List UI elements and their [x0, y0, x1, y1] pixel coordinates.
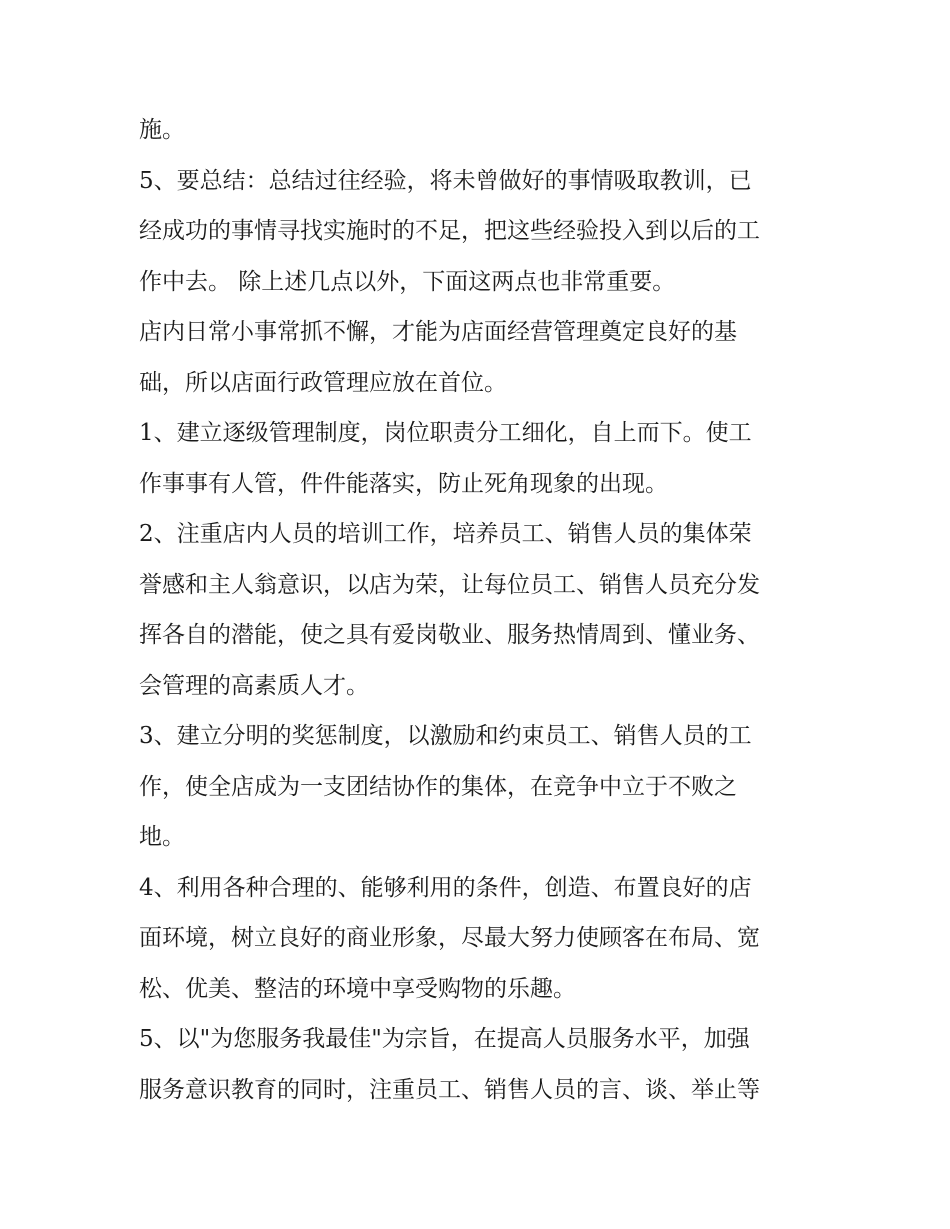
paragraph-continuation: 施。	[139, 117, 185, 143]
document-body	[139, 105, 819, 1115]
paragraph-item-3: 3、建立分明的奖惩制度，以激励和约束员工、销售人员的工 作，使全店成为一支团结协作的集体，在竞争中立于不败之 地。	[139, 723, 752, 850]
paragraph-item-2: 2、注重店内人员的培训工作，培养员工、销售人员的集体荣 誉感和主人翁意识，以店为荣，让每位员工、销售人员充分发 挥各自的潜能，使之具有爱岗敬业、服务热情周到、懂业务、 会管理的高素质人才。	[139, 521, 760, 699]
paragraph-item-4: 4、利用各种合理的、能够利用的条件，创造、布置良好的店 面环境，树立良好的商业形象，尽最大努力使顾客在布局、宽 松、优美、整洁的环境中享受购物的乐趣。	[139, 874, 760, 1002]
paragraph-item-5: 5、以"为您服务我最佳"为宗旨，在提高人员服务水平，加强 服务意识教育的同时，注重员工、销售人员的言、谈、举止等	[139, 1026, 760, 1103]
paragraph-summarize: 5、要总结：总结过往经验，将未曾做好的事情吸取教训，已 经成功的事情寻找实施时的不足，把这些经验投入到以后的工 作中去。 除上述几点以外，下面这两点也非常重要。	[139, 167, 760, 295]
paragraph-daily-management: 店内日常小事常抓不懈，才能为店面经营管理奠定良好的基 础，所以店面行政管理应放在首位。	[139, 319, 737, 396]
paragraph-item-1: 1、建立逐级管理制度，岗位职责分工细化，自上而下。使工 作事事有人管，件件能落实，防止死角现象的出现。	[139, 420, 752, 497]
